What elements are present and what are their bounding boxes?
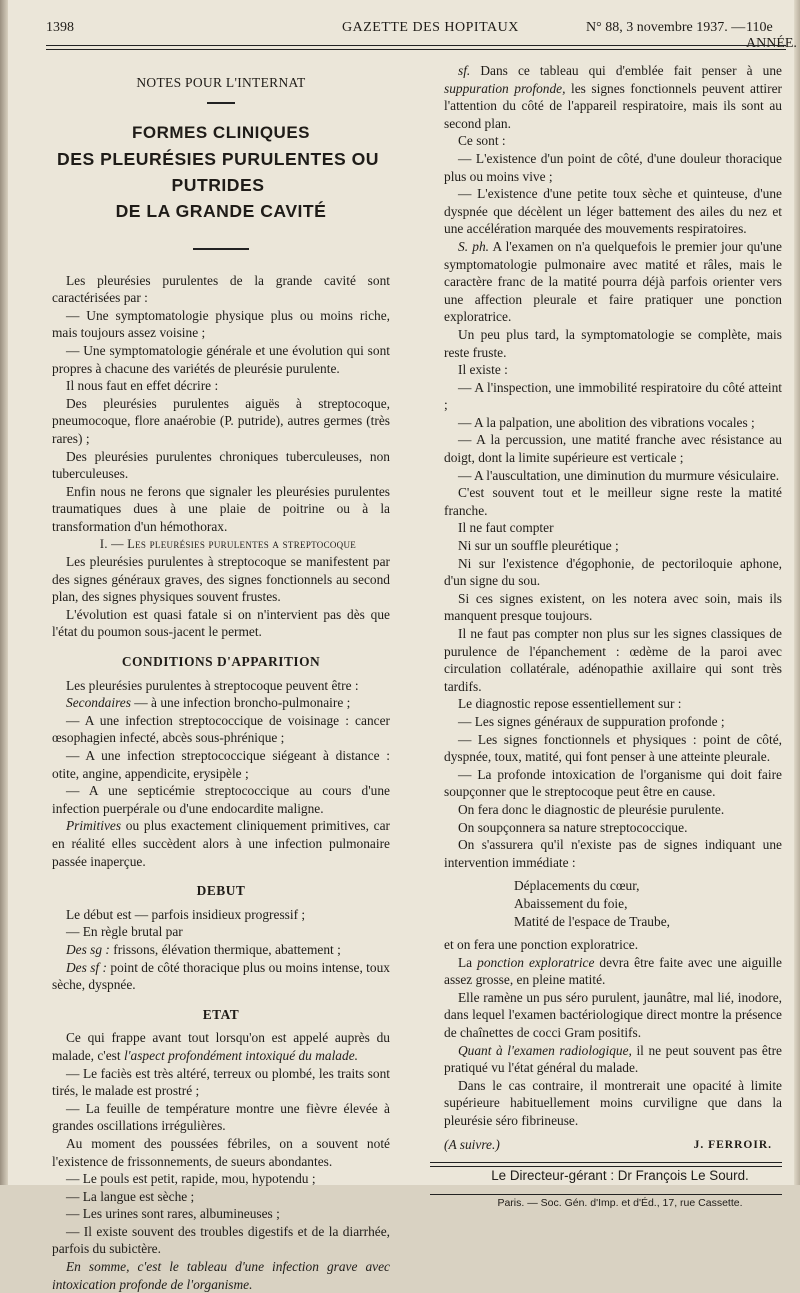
title-rule — [193, 248, 249, 250]
paragraph: — La profonde intoxication de l'organisme qui doit faire soupçonner que le streptocoque peut être en cause. — [444, 766, 782, 800]
paragraph: — La feuille de température montre une fièvre élevée à grandes oscillations irrégulières. — [52, 1100, 390, 1134]
to-be-continued: (A suivre.) — [444, 1136, 500, 1152]
kicker-rule — [207, 102, 235, 104]
paragraph-text: devra être faite avec une aiguille assez grosse, en pleine matité. — [444, 954, 782, 988]
paragraph: — A une septicémie streptococcique au cours d'une infection puerpérale ou d'une endocardite maligne. — [52, 783, 390, 816]
page-header — [46, 20, 797, 51]
italic-label: S. ph. — [458, 238, 490, 254]
subheading-etat: ETAT — [202, 1006, 240, 1022]
author-name: J. FERROIR. — [693, 1138, 772, 1151]
paragraph: — Il existe souvent des troubles digestifs et de la diarrhée, parfois du subictère. — [52, 1223, 390, 1257]
article-title-line-1: FORMES CLINIQUES — [131, 122, 310, 142]
section-title: Les pleurésies purulentes a streptocoque — [127, 536, 357, 551]
paragraph-text: — à une infection broncho-pulmonaire ; — [130, 695, 351, 711]
paragraph-text: il ne peut souvent pas être pratiqué vu l'état général du malade. — [444, 1042, 782, 1076]
paragraph: C'est souvent tout et le meilleur signe reste la matité franche. — [444, 485, 782, 518]
paragraph: — La langue est sèche ; — [66, 1188, 195, 1204]
publication-title: GAZETTE DES HOPITAUX — [342, 20, 519, 35]
paragraph: — A la percussion, une matité franche avec résistance au doigt, dont la limite supérieure est verticale ; — [444, 432, 782, 466]
paragraph: Elle ramène un pus séro purulent, jaunâtre, mal lié, inodore, dans lequel l'examen bactériologique direct montre la présence de chaînettes de cocci Gram positifs. — [444, 989, 782, 1041]
paragraph: Ni sur un souffle pleurétique ; — [458, 538, 619, 554]
paragraph-text: les signes fonctionnels peuvent attirer l'attention du côté de l'appareil respiratoire, mais ils sont au second plan. — [444, 80, 783, 131]
director-line: Le Directeur-gérant : Dr François Le Sourd. — [491, 1167, 749, 1183]
indication-list — [444, 877, 782, 930]
binding-edge — [0, 0, 8, 1185]
paragraph: Ni sur l'existence d'égophonie, de pectoriloquie aphone, d'un signe du sou. — [444, 555, 782, 589]
page-edge — [794, 0, 800, 1185]
paragraph: — Une symptomatologie physique plus ou moins riche, mais toujours assez voisine ; — [52, 307, 390, 341]
left-column — [52, 62, 390, 1293]
paragraph — [444, 954, 782, 989]
article-signature — [444, 1136, 782, 1158]
paragraph: Il ne faut pas compter non plus sur les signes classiques de purulence de l'épanchement : œdème de la paroi avec circulation collatérale, adénopathie axillaire qui sont très tardifs. — [444, 626, 782, 694]
italic-text: suppuration profonde, — [444, 80, 566, 96]
paragraph — [52, 817, 390, 870]
paragraph: — Le faciès est très altéré, terreux ou plombé, les traits sont tirés, le malade est prostré ; — [52, 1065, 390, 1099]
italic-text: l'aspect profondément intoxiqué du malade. — [123, 1047, 358, 1063]
article-title-line-3: DE LA GRANDE CAVITÉ — [115, 200, 327, 221]
paragraph — [52, 959, 390, 994]
indication-item: Déplacements du cœur, — [514, 878, 640, 894]
paragraph: Les pleurésies purulentes à streptocoque se manifestent par des signes généraux graves, des signes fonctionnels au second plan, des signes physiques souvent frustes. — [52, 554, 390, 605]
indication-item: Matité de l'espace de Traube, — [514, 913, 670, 929]
paragraph: Un peu plus tard, la symptomatologie se complète, mais reste fruste. — [444, 326, 782, 360]
printer-line: Paris. — Soc. Gén. d'Imp. et d'Éd., 17, rue Cassette. — [497, 1197, 743, 1210]
paragraph-text: La — [458, 954, 478, 970]
paragraph — [52, 694, 390, 712]
paragraph: Ce sont : — [458, 133, 506, 149]
italic-label: Des sg : — [66, 941, 110, 957]
subheading-conditions: CONDITIONS D'APPARITION — [121, 654, 321, 670]
indication-item: Abaissement du foie, — [514, 895, 628, 911]
paragraph: Enfin nous ne ferons que signaler les pleurésies purulentes traumatiques dues à une plaie de poitrine ou à la transformation d'un hémothorax. — [52, 483, 390, 534]
paragraph-text: Dans ce tableau qui d'emblée fait penser à une — [470, 63, 782, 78]
paragraph: Dans le cas contraire, il montrerait une opacité à limite supérieure habituellement moins curviligne que dans la pleurésie séro fibrineuse. — [444, 1077, 782, 1129]
paragraph: — Le pouls est petit, rapide, mou, hypotendu ; — [66, 1171, 316, 1187]
paragraph: — En règle brutal par — [66, 924, 183, 940]
intro-block — [52, 272, 390, 536]
paragraph: — Les urines sont rares, albumineuses ; — [66, 1206, 280, 1222]
paragraph: — L'existence d'un point de côté, d'une douleur thoracique plus ou moins vive ; — [444, 150, 782, 184]
issue-date: N° 88, 3 novembre 1937. — — [586, 20, 746, 35]
paragraph — [444, 62, 782, 132]
paragraph: — Les signes fonctionnels et physiques : point de côté, dyspnée, toux, matité, qui font penser à une atteinte pleurale. — [444, 731, 782, 765]
paragraph: Le diagnostic repose essentiellement sur : — [458, 696, 682, 712]
italic-text: ponction exploratrice — [477, 954, 595, 970]
header-rule — [46, 45, 786, 50]
italic-label: sf. — [458, 63, 471, 78]
italic-label: Primitives — [66, 818, 122, 834]
article-title-line-2: DES PLEURÉSIES PURULENTES OU PUTRIDES — [57, 148, 379, 195]
summary-paragraph: En somme, c'est le tableau d'une infection grave avec intoxication profonde de l'organisme. — [52, 1259, 390, 1292]
paragraph: Il nous faut en effet décrire : — [66, 378, 219, 394]
paragraph — [52, 1029, 390, 1064]
paragraph: — A l'inspection, une immobilité respiratoire du côté atteint ; — [444, 379, 782, 413]
paragraph: Au moment des poussées fébriles, on a souvent noté l'existence de frissonnements, de sueurs abondantes. — [52, 1135, 390, 1169]
italic-label: Des sf : — [66, 959, 107, 975]
paragraph: Il ne faut compter — [458, 520, 554, 536]
paragraph: — Une symptomatologie générale et une évolution qui sont propres à chacune des variétés de pleurésie purulente. — [52, 342, 390, 376]
right-column — [444, 62, 782, 1213]
volume-year: 110e ANNÉE. — [746, 20, 797, 51]
paragraph: — L'existence d'une petite toux sèche et quinteuse, d'une dyspnée que décèlent un léger battement des ailes du nez et une accélération marquée des mouvements respiratoires. — [444, 186, 782, 237]
paragraph: et on fera une ponction exploratrice. — [444, 937, 639, 953]
paragraph — [444, 1042, 782, 1077]
paragraph-text: point de côté thoracique plus ou moins intense, toux sèche, dyspnée. — [52, 959, 390, 993]
paragraph-text: frissons, élévation thermique, abattement ; — [109, 941, 341, 957]
italic-label: Secondaires — [66, 695, 131, 711]
paragraph: — Les signes généraux de suppuration profonde ; — [458, 713, 725, 729]
paragraph: On s'assurera qu'il n'existe pas de signes indiquant une intervention immédiate : — [444, 837, 782, 870]
italic-text: Quant à l'examen radiologique, — [458, 1042, 632, 1058]
paragraph: Les pleurésies purulentes à streptocoque peuvent être : — [66, 677, 359, 693]
paragraph: Le début est — parfois insidieux progressif ; — [66, 906, 306, 922]
paragraph — [444, 238, 782, 326]
paragraph: — A une infection streptococcique siégeant à distance : otite, angine, appendicite, erysipèle ; — [52, 748, 390, 781]
paragraph: L'évolution est quasi fatale si on n'intervient pas dès que l'état du poumon sous-jacent le permet. — [52, 606, 390, 640]
paragraph — [52, 941, 390, 959]
subheading-debut: DEBUT — [196, 883, 246, 899]
page-number: 1398 — [46, 20, 74, 35]
paragraph: On fera donc le diagnostic de pleurésie purulente. — [458, 801, 725, 817]
paragraph: — A l'auscultation, une diminution du murmure vésiculaire. — [458, 467, 780, 483]
paragraph: Des pleurésies purulentes chroniques tuberculeuses, non tuberculeuses. — [52, 448, 390, 482]
article-kicker: NOTES POUR L'INTERNAT — [136, 75, 306, 90]
paragraph-text: A l'examen on n'a quelquefois le premier jour qu'une symptomatologie pulmonaire avec matité et râles, mais le caractère franc de la matité pourra déjà parfois orienter vers une affection pleurale et faire pratiquer une ponction exploratrice. — [444, 238, 782, 325]
section-number: I. — — [99, 536, 124, 551]
paragraph: Si ces signes existent, on les notera avec soin, mais ils manquent presque toujours. — [444, 590, 782, 624]
paragraph: Il existe : — [458, 362, 508, 378]
section-heading — [52, 536, 390, 554]
paragraph: Des pleurésies purulentes aiguës à streptocoque, pneumocoque, flore anaérobie (P. putride), autres germes (très rares) ; — [52, 395, 390, 446]
paragraph: Les pleurésies purulentes de la grande cavité sont caractérisées par : — [52, 272, 390, 306]
paragraph: — A la palpation, une abolition des vibrations vocales ; — [458, 414, 755, 430]
paragraph-text: Ce qui frappe avant tout lorsqu'on est appelé auprès du malade, c'est — [52, 1030, 390, 1063]
paragraph: On soupçonnera sa nature streptococcique. — [458, 819, 688, 835]
paragraph-text: ou plus exactement cliniquement primitives, car en réalité elles succèdent alors à une infection pulmonaire passée inaperçue. — [52, 818, 390, 869]
paragraph: — A une infection streptococcique de voisinage : cancer œsophagien infecté, abcès sous-phrénique ; — [52, 712, 390, 746]
